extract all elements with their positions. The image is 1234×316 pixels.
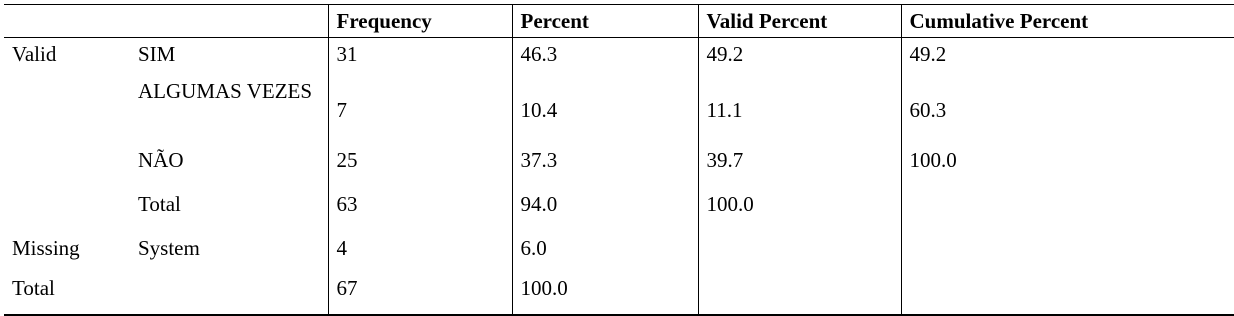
valid-percent-cell (698, 272, 901, 315)
table-row (4, 230, 1234, 272)
percent-cell: 10.4 (512, 78, 698, 142)
cumulative-percent-cell (901, 230, 1234, 272)
cumulative-percent-cell: 49.2 (901, 38, 1234, 79)
header-blank-group (4, 5, 130, 38)
row-group-label: Valid (12, 42, 57, 66)
valid-percent-cell: 49.2 (698, 38, 901, 79)
table-row (4, 38, 1234, 79)
row-category-label: NÃO (138, 148, 184, 172)
row-category-label (130, 272, 328, 315)
row-group-label (4, 142, 130, 188)
percent-cell: 6.0 (512, 230, 698, 272)
frequency-cell: 25 (328, 142, 512, 188)
row-group-label (4, 78, 130, 142)
valid-percent-cell (698, 230, 901, 272)
cumulative-percent-cell (901, 272, 1234, 315)
table-row (4, 188, 1234, 230)
valid-percent-cell: 100.0 (698, 188, 901, 230)
frequency-table (4, 4, 1234, 316)
percent-cell: 100.0 (512, 272, 698, 315)
table-row (4, 78, 1234, 142)
frequency-cell: 63 (328, 188, 512, 230)
row-group-label (4, 188, 130, 230)
header-percent: Percent (512, 5, 698, 38)
percent-cell: 94.0 (512, 188, 698, 230)
row-category-label: ALGUMAS VEZES (138, 79, 313, 103)
table-row (4, 142, 1234, 188)
row-category-label: SIM (138, 42, 176, 66)
header-valid-percent: Valid Percent (698, 5, 901, 38)
header-frequency: Frequency (328, 5, 512, 38)
table-row (4, 272, 1234, 315)
cumulative-percent-cell: 100.0 (901, 142, 1234, 188)
frequency-cell: 4 (328, 230, 512, 272)
frequency-cell: 31 (328, 38, 512, 79)
header-cumulative-percent: Cumulative Percent (901, 5, 1234, 38)
row-group-label: Total (12, 276, 55, 300)
frequency-cell: 67 (328, 272, 512, 315)
row-category-label: Total (138, 192, 181, 216)
valid-percent-cell: 39.7 (698, 142, 901, 188)
frequency-cell: 7 (328, 78, 512, 142)
cumulative-percent-cell (901, 188, 1234, 230)
row-group-label: Missing (12, 236, 80, 260)
percent-cell: 46.3 (512, 38, 698, 79)
percent-cell: 37.3 (512, 142, 698, 188)
valid-percent-cell: 11.1 (698, 78, 901, 142)
row-category-label: System (138, 236, 200, 260)
header-row (4, 5, 1234, 38)
header-blank-label (130, 5, 328, 38)
cumulative-percent-cell: 60.3 (901, 78, 1234, 142)
